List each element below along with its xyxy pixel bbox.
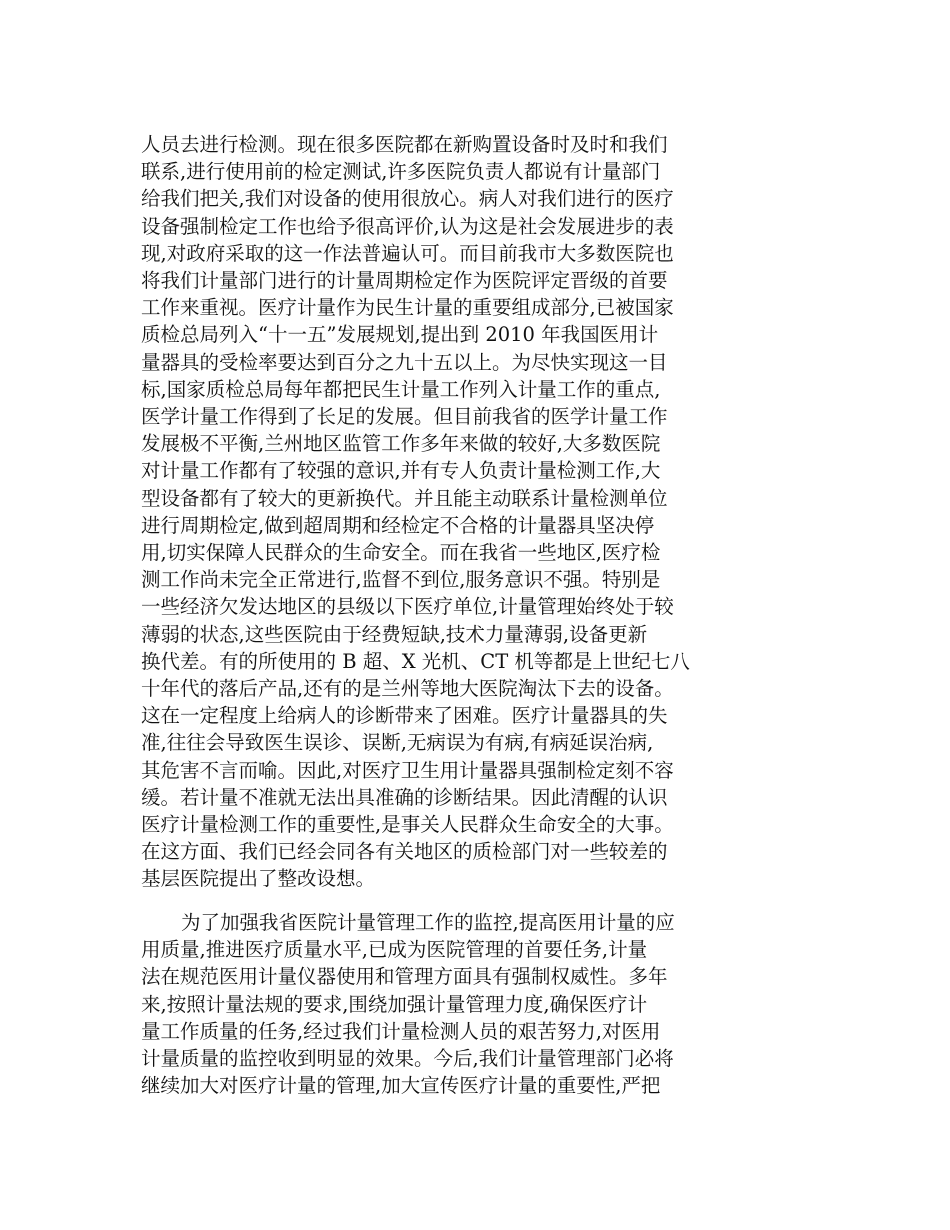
paragraph-line: 准,往往会导致医生误诊、误断,无病误为有病,有病延误治病, — [141, 731, 654, 755]
paragraph-line: 给我们把关,我们对设备的使用很放心。病人对我们进行的医疗 — [141, 187, 674, 211]
paragraph-line: 薄弱的状态,这些医院由于经费短缺,技术力量薄弱,设备更新 — [141, 622, 648, 646]
paragraph-line: 量工作质量的任务,经过我们计量检测人员的艰苦努力,对医用 — [141, 1019, 661, 1043]
paragraph-line: 进行周期检定,做到超周期和经检定不合格的计量器具坚决停 — [141, 513, 655, 537]
paragraph-line: 工作来重视。医疗计量作为民生计量的重要组成部分,已被国家 — [141, 296, 674, 320]
paragraph-line: 对计量工作都有了较强的意识,并有专人负责计量检测工作,大 — [141, 459, 661, 483]
paragraph-line: 基层医院提出了整改设想。 — [141, 867, 376, 891]
paragraph-line: 发展极不平衡,兰州地区监管工作多年来做的较好,大多数医院 — [141, 432, 661, 456]
paragraph-line: 量器具的受检率要达到百分之九十五以上。为尽快实现这一目 — [141, 350, 668, 374]
paragraph-line: 标,国家质检总局每年都把民生计量工作列入计量工作的重点, — [141, 377, 661, 401]
paragraph-line: 为了加强我省医院计量管理工作的监控,提高医用计量的应 — [181, 911, 675, 934]
paragraph-line: 设备强制检定工作也给予很高评价,认为这是社会发展进步的表 — [141, 214, 674, 238]
paragraph-line: 用,切实保障人民群众的生命安全。而在我省一些地区,医疗检 — [141, 541, 661, 565]
paragraph-line: 质检总局列入“十一五”发展规划,提出到 2010 年我国医用计 — [141, 323, 659, 347]
paragraph-line: 法在规范医用计量仪器使用和管理方面具有强制权威性。多年 — [141, 965, 668, 989]
paragraph-line: 一些经济欠发达地区的县级以下医疗单位,计量管理始终处于较 — [141, 595, 674, 619]
paragraph-line: 人员去进行检测。现在很多医院都在新购置设备时及时和我们 — [141, 133, 668, 156]
paragraph-line: 在这方面、我们已经会同各有关地区的质检部门对一些较差的 — [141, 840, 668, 864]
paragraph-1 — [141, 131, 751, 893]
paragraph-line: 现,对政府采取的这一作法普遍认可。而目前我市大多数医院也 — [141, 241, 674, 265]
paragraph-line: 继续加大对医疗计量的管理,加大宣传医疗计量的重要性,严把 — [141, 1074, 661, 1098]
paragraph-line: 换代差。有的所使用的 B 超、X 光机、CT 机等都是上世纪七八 — [141, 649, 690, 673]
paragraph-line: 这在一定程度上给病人的诊断带来了困难。医疗计量器具的失 — [141, 704, 668, 728]
paragraph-line: 联系,进行使用前的检定测试,许多医院负责人都说有计量部门 — [141, 160, 661, 184]
paragraph-2 — [141, 909, 751, 1099]
paragraph-line: 计量质量的监控收到明显的效果。今后,我们计量管理部门必将 — [141, 1047, 674, 1071]
paragraph-line: 医疗计量检测工作的重要性,是事关人民群众生命安全的大事。 — [141, 813, 674, 837]
paragraph-line: 测工作尚未完全正常进行,监督不到位,服务意识不强。特别是 — [141, 568, 661, 592]
paragraph-line: 十年代的落后产品,还有的是兰州等地大医院淘汰下去的设备。 — [141, 677, 674, 701]
paragraph-line: 缓。若计量不准就无法出具准确的诊断结果。因此清醒的认识 — [141, 785, 668, 809]
paragraph-line: 来,按照计量法规的要求,围绕加强计量管理力度,确保医疗计 — [141, 992, 648, 1016]
paragraph-line: 型设备都有了较大的更新换代。并且能主动联系计量检测单位 — [141, 486, 668, 510]
paragraph-line: 医学计量工作得到了长足的发展。但目前我省的医学计量工作 — [141, 405, 668, 429]
paragraph-line: 用质量,推进医疗质量水平,已成为医院管理的首要任务,计量 — [141, 938, 648, 962]
paragraph-line: 将我们计量部门进行的计量周期检定作为医院评定晋级的首要 — [141, 269, 668, 293]
paragraph-line: 其危害不言而喻。因此,对医疗卫生用计量器具强制检定刻不容 — [141, 758, 674, 782]
